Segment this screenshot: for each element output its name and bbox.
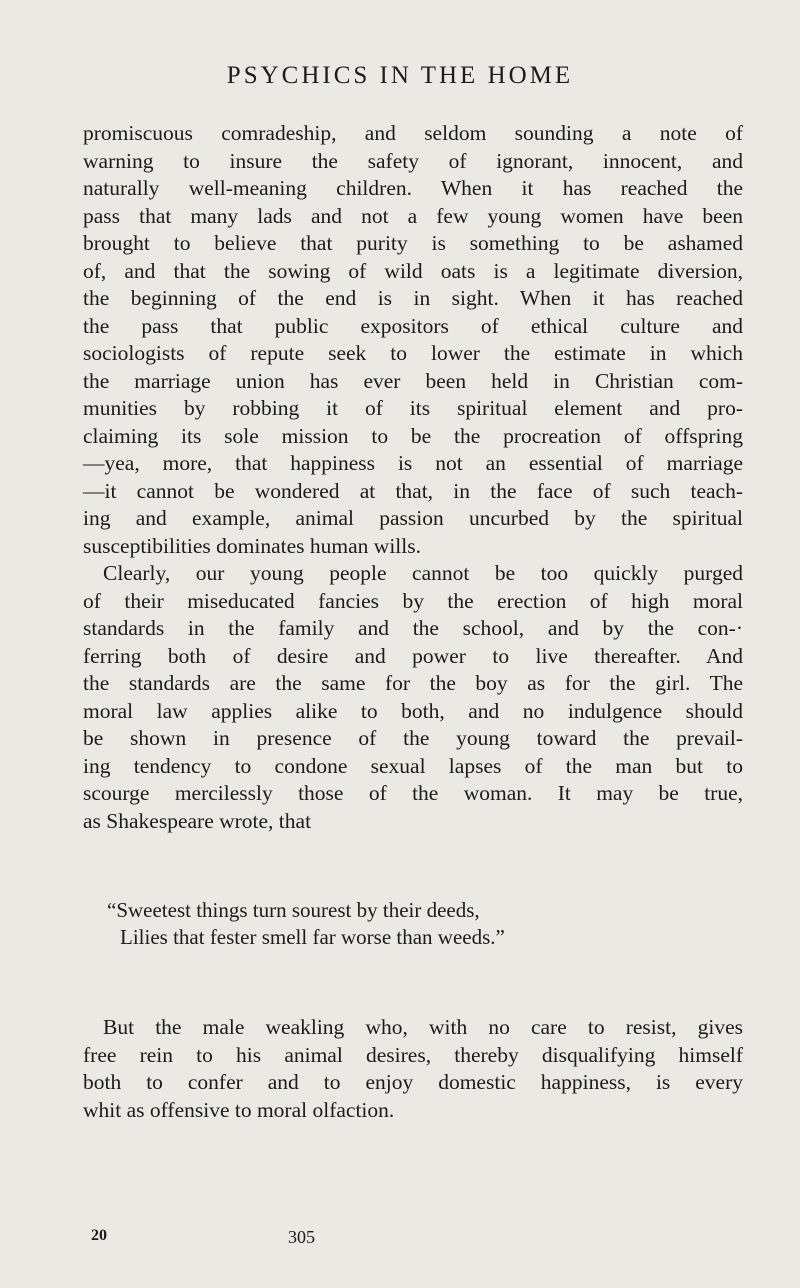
text-line: the beginning of the end is in sight. When it has reached (83, 286, 743, 310)
verse-line: “Sweetest things turn sourest by their deeds, (107, 898, 480, 922)
paragraph-1 (83, 120, 743, 560)
text-line: brought to believe that purity is something to be ashamed (83, 231, 743, 255)
text-line: standards in the family and the school, and by the con-· (83, 616, 743, 640)
text-line: ing tendency to condone sexual lapses of the man but to (83, 753, 743, 778)
text-line: warning to insure the safety of ignorant, innocent, and (83, 148, 743, 173)
text-line: the pass that public expositors of ethical culture and (83, 313, 743, 338)
text-line: whit as offensive to moral olfaction. (83, 1097, 395, 1122)
verse-quotation (83, 897, 743, 951)
text-line: of their miseducated fancies by the erection of high moral (83, 588, 743, 613)
text-line: sociologists of repute seek to lower the estimate in which (83, 341, 743, 365)
signature-mark: 20 (91, 1227, 107, 1244)
text-line: Clearly, our young people cannot be too quickly purged (103, 561, 743, 585)
text-line: be shown in presence of the young toward the prevail- (83, 726, 743, 750)
paragraph-3 (83, 1014, 743, 1124)
verse-line: Lilies that fester smell far worse than weeds.” (120, 925, 505, 949)
text-line: But the male weakling who, with no care to resist, gives (103, 1015, 743, 1039)
text-line: the marriage union has ever been held in Christian com- (83, 368, 743, 393)
running-head: PSYCHICS IN THE HOME (226, 62, 574, 89)
text-line: pass that many lads and not a few young women have been (83, 203, 743, 228)
text-line: promiscuous comradeship, and seldom sounding a note of (83, 121, 743, 145)
text-line: claiming its sole mission to be the procreation of offspring (83, 423, 743, 448)
text-line: of, and that the sowing of wild oats is a legitimate diversion, (83, 258, 743, 283)
text-line: —yea, more, that happiness is not an essential of marriage (83, 451, 743, 475)
paragraph-2 (83, 560, 743, 835)
text-line: the standards are the same for the boy as for the girl. The (83, 671, 743, 695)
text-line: scourge mercilessly those of the woman. It may be true, (83, 781, 743, 805)
page-number: 305 (288, 1227, 315, 1247)
body-text (83, 120, 743, 835)
text-line: susceptibilities dominates human wills. (83, 533, 421, 558)
text-line: —it cannot be wondered at that, in the face of such teach- (83, 478, 743, 503)
text-line: munities by robbing it of its spiritual element and pro- (83, 396, 743, 420)
text-line: naturally well-meaning children. When it has reached the (83, 176, 743, 200)
text-line: both to confer and to enjoy domestic happiness, is every (83, 1070, 743, 1094)
text-line: free rein to his animal desires, thereby disqualifying himself (83, 1042, 743, 1067)
text-line: moral law applies alike to both, and no indulgence should (83, 698, 743, 723)
text-line: as Shakespeare wrote, that (83, 808, 312, 833)
text-line: ing and example, animal passion uncurbed by the spiritual (83, 506, 743, 530)
page-footer (83, 1227, 483, 1249)
text-line: ferring both of desire and power to live thereafter. And (83, 643, 743, 668)
